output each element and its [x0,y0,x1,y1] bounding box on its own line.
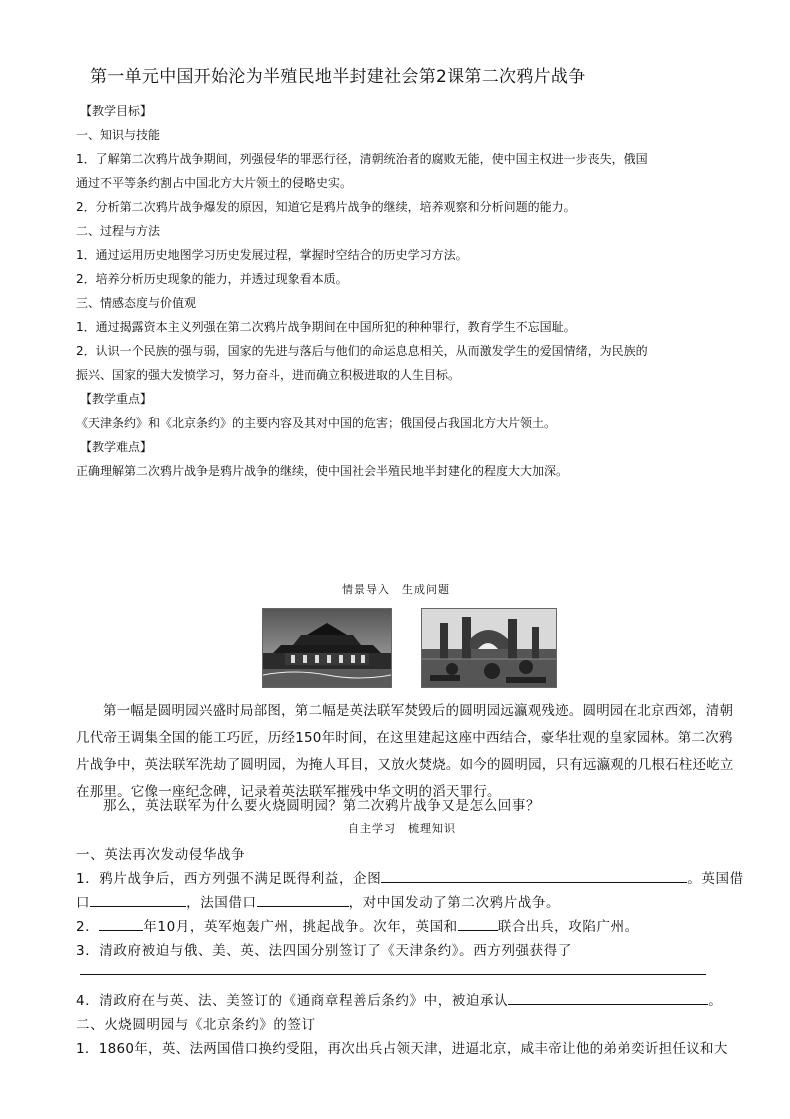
yuanyingguan-ruins-image [421,608,557,688]
objective-e2-line1: 2．认识一个民族的强与弱，国家的先进与落后与他们的命运息息相关，从而激发学生的爱国情绪，为民族的 [76,344,648,358]
self-study-subtitle: 自主学习 梳理知识 [348,822,456,835]
blank-q3-rights[interactable] [80,974,706,975]
question-4: 4．清政府在与英、法、美签订的《通商章程善后条约》中，被迫承认 。 [76,993,723,1009]
question-5: 1．1860年，英、法两国借口换约受阻，再次出兵占领天津，进逼北京，咸丰帝让他的弟弟奕䜣担任议和大 [76,1041,728,1057]
blank-q1-goal[interactable] [381,870,687,883]
difficult-points-text: 正确理解第二次鸦片战争是鸦片战争的继续，使中国社会半殖民地半封建化的程度大大加深。 [76,464,569,478]
question-1-line2: 口 ，法国借口 ，对中国发动了第二次鸦片战争。 [76,895,561,911]
section-process: 二、过程与方法 [76,224,161,238]
blank-q1-britain-pretext[interactable] [90,894,186,907]
section-war-again: 一、英法再次发动侵华战争 [76,847,246,863]
blank-q2-year[interactable] [99,918,143,931]
intro-paragraph: 第一幅是圆明园兴盛时局部图，第二幅是英法联军焚毁后的圆明园远瀛观残迹。圆明园在北京西郊，清朝几代帝王调集全国的能工巧匠，历经150年时间，在这里建起这座中西结合，豪华壮观的皇家园林。第二次鸦片战争中，英法联军洗劫了圆明园，为掩人耳目，又放火焚烧。如今的圆明园，只有远瀛观的几根石柱还屹立在那里。它像一座纪念碑，记录着英法联军摧残中华文明的滔天罪行。 [76,703,734,800]
objective-e2-line2: 振兴、国家的强大发愤学习，努力奋斗，进而确立积极进取的人生目标。 [76,368,461,382]
blank-q2-ally[interactable] [458,918,498,931]
blank-q1-france-pretext[interactable] [257,894,349,907]
key-points-text: 《天津条约》和《北京条约》的主要内容及其对中国的危害；俄国侵占我国北方大片领土。 [76,416,557,430]
section-burning-treaty: 二、火烧圆明园与《北京条约》的签订 [76,1017,316,1033]
question-3: 3．清政府被迫与俄、美、英、法四国分别签订了《天津条约》。西方列强获得了 [76,943,572,959]
question-2: 2． 年10月，英军炮轰广州，挑起战争。次年，英国和 联合出兵，攻陷广州。 [76,919,639,935]
section-emotion: 三、情感态度与价值观 [76,296,197,310]
objective-k1-line1: 1．了解第二次鸦片战争期间，列强侵华的罪恶行径，清朝统治者的腐败无能，使中国主权进一步丧失，俄国 [76,152,648,166]
objective-e1: 1．通过揭露资本主义列强在第二次鸦片战争期间在中国所犯的种种罪行，教育学生不忘国耻。 [76,320,576,334]
page-title: 第一单元中国开始沦为半殖民地半封建社会第2课第二次鸦片战争 [90,67,586,87]
intro-question: 那么，英法联军为什么要火烧圆明园？第二次鸦片战争又是怎么回事？ [103,798,541,814]
objectives-heading: 【教学目标】 [80,104,153,118]
question-1-line1: 1．鸦片战争后，西方列强不满足既得利益，企图 。英国借 [76,871,744,887]
blank-q4-recognition[interactable] [508,992,708,1005]
difficult-points-heading: 【教学难点】 [80,440,153,454]
yuanmingyuan-heyday-image [262,608,392,688]
key-points-heading: 【教学重点】 [80,392,153,406]
intro-subtitle: 情景导入 生成问题 [342,583,450,596]
objective-k1-line2: 通过不平等条约割占中国北方大片领土的侵略史实。 [76,176,353,190]
objective-p2: 2．培养分析历史现象的能力，并透过现象看本质。 [76,272,348,286]
objective-p1: 1．通过运用历史地图学习历史发展过程，掌握时空结合的历史学习方法。 [76,248,468,262]
objective-k2: 2．分析第二次鸦片战争爆发的原因，知道它是鸦片战争的继续，培养观察和分析问题的能力。 [76,200,576,214]
section-knowledge: 一、知识与技能 [76,128,161,142]
